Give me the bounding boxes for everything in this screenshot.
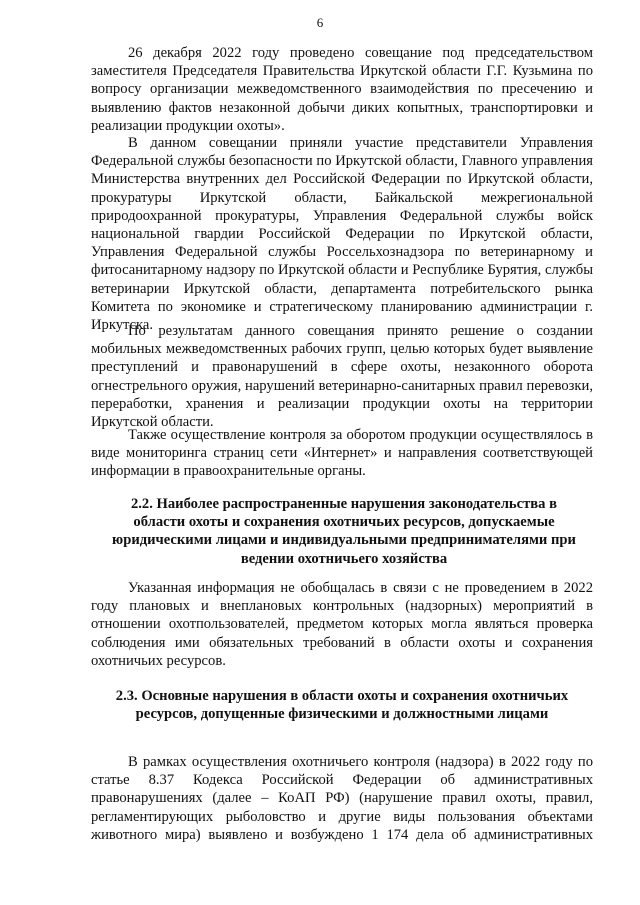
- section-heading-2-2: 2.2. Наиболее распространенные нарушения законодательства в области охоты и сохранения охотничьих ресурсов, допускаемые юридическими лицами и индивидуальными предпринимателями при ведении охотничьего хозяйства: [112, 496, 576, 567]
- paragraph-participants: В данном совещании приняли участие представители Управления Федеральной службы безопасности по Иркутской области, Главного управления Министерства внутренних дел Российской Федерации по Иркутской области, прокуратуры Иркутской области, Байкальской межрегиональной природоохранной прокуратуры, Управления Федеральной службы войск национальной гвардии Российской Федерации по Иркутской области, Управления Федеральной службы Россельхознадзора по ветеринарному и фитосанитарному надзору по Иркутской области и Республике Бурятия, службы ветеринарии Иркутской области, департамента потребительского рынка Комитета по экономике и стратегическому планированию администрации г. Иркутска.: [91, 135, 593, 334]
- paragraph-info-not-summarized: Указанная информация не обобщалась в связи с не проведением в 2022 году плановых и внеплановых контрольных (надзорных) мероприятий в отношении охотпользователей, предметом которых могла являться проверка соблюдения ими обязательных требований в области охоты и сохранения охотничьих ресурсов.: [91, 580, 593, 669]
- paragraph-monitoring: Также осуществление контроля за оборотом продукции осуществлялось в виде мониторинга страниц сети «Интернет» и направления соответствующей информации в правоохранительные органы.: [91, 427, 593, 480]
- paragraph-decision: По результатам данного совещания принято решение о создании мобильных межведомственных рабочих групп, целью которых будет выявление преступлений и правонарушений в сфере охоты, незаконного оборота огнестрельного оружия, нарушений ветеринарно-санитарных правил перевозки, переработки, хранения и реализации продукции охоты на территории Иркутской области.: [91, 323, 593, 431]
- section-heading-2-3: 2.3. Основные нарушения в области охоты и сохранения охотничьих ресурсов, допущенные физическими и должностными лицами: [115, 688, 569, 723]
- page-number: 6: [316, 15, 324, 30]
- paragraph-violations-count: В рамках осуществления охотничьего контроля (надзора) в 2022 году по статье 8.37 Кодекса Российской Федерации об административных правонарушениях (далее – КоАП РФ) (нарушение правил охоты, правил, регламентирующих рыболовство и другие виды пользования объектами животного мира) выявлено и возбуждено 1 174 дела об административных: [91, 754, 593, 843]
- paragraph-meeting: 26 декабря 2022 году проведено совещание под председательством заместителя Председателя Правительства Иркутской области Г.Г. Кузьмина по вопросу организации межведомственного взаимодействия по пресечению и выявлению фактов незаконной добычи диких копытных, транспортировки и реализации продукции охоты».: [91, 45, 593, 134]
